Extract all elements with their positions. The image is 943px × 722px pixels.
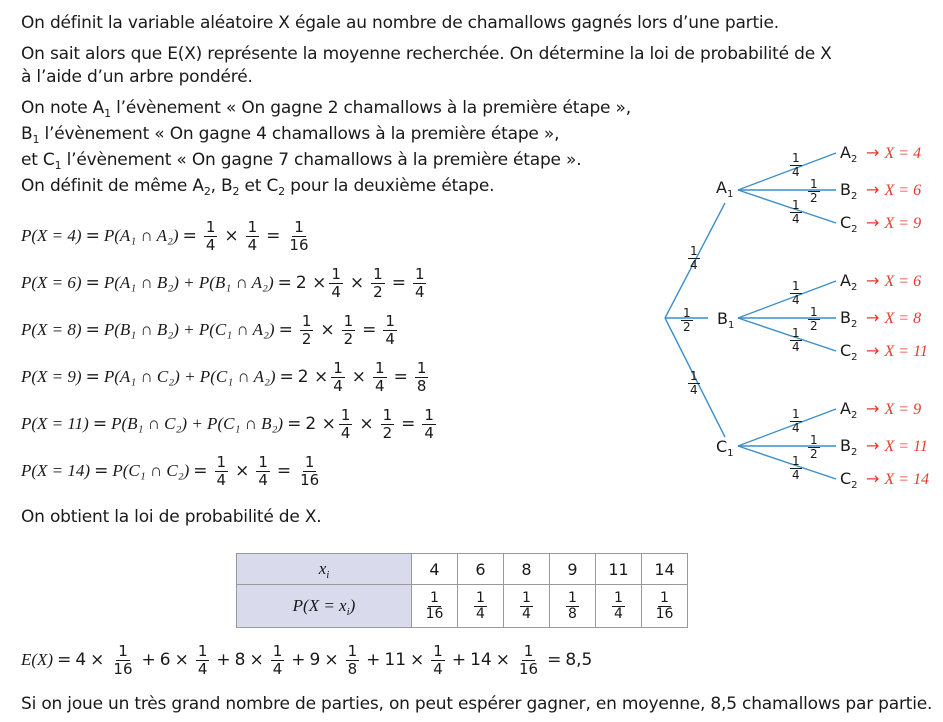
equals-sign: =	[266, 226, 281, 246]
denominator: 16	[300, 470, 320, 489]
tree-outcome	[866, 470, 929, 489]
times-sign: ×	[174, 650, 189, 670]
equals-sign: =	[278, 320, 293, 340]
denominator: 2	[683, 320, 691, 334]
denominator: 16	[655, 605, 674, 622]
tree-outcome	[866, 272, 921, 291]
outcome-value: X = 11	[884, 343, 928, 360]
arrow-icon: →	[866, 143, 885, 162]
numerator: 1	[792, 198, 800, 212]
tree-probability	[790, 327, 802, 354]
tree-node-second-letter: B	[840, 308, 851, 327]
equation-terms: P(A₁ ∩ B₂) + P(B₁ ∩ A₂)	[103, 273, 274, 292]
tree-probability	[688, 370, 700, 397]
numerator: 1	[430, 589, 439, 606]
equation-terms: P(B₁ ∩ B₂) + P(C₁ ∩ A₂)	[103, 320, 275, 339]
outcome-value: X = 6	[884, 182, 922, 199]
tree-node-second-sub: 2	[850, 282, 858, 293]
intro-line-1: On définit la variable aléatoire X égale au nombre de chamallows gagnés lors d’une partie.	[21, 13, 779, 33]
equals-sign: =	[277, 273, 292, 293]
tree-node-first-sub: 1	[726, 189, 734, 200]
equation-lhs: P(X = 11)	[21, 414, 89, 433]
numerator: 1	[382, 405, 393, 424]
denominator: 4	[272, 659, 283, 678]
denominator: 4	[331, 282, 341, 301]
numerator: 1	[331, 264, 341, 283]
expectation-result: 8,5	[565, 650, 593, 670]
coefficient: 2 ×	[295, 273, 327, 293]
tree-node-second-sub: 2	[850, 154, 858, 165]
tree-node-second-sub: 2	[850, 319, 858, 330]
tree-probability	[790, 455, 802, 482]
tree-node-second	[840, 436, 858, 458]
numerator: 1	[333, 358, 343, 377]
plus-sign: +	[291, 650, 306, 670]
times-sign: ×	[410, 650, 425, 670]
tree-node-second-letter: C	[840, 469, 852, 488]
tree-probability	[688, 245, 700, 272]
equation-lhs: P(X = 14)	[21, 461, 91, 480]
tree-node-first	[716, 178, 734, 200]
arrow-icon: →	[866, 399, 885, 418]
arrow-icon: →	[866, 308, 885, 327]
expectation-value: 11	[384, 650, 407, 670]
denominator: 4	[414, 282, 425, 301]
equals-sign: =	[85, 273, 100, 293]
tree-probability	[808, 178, 820, 205]
numerator: 1	[272, 641, 283, 660]
denominator: 4	[690, 258, 698, 272]
plus-sign: +	[366, 650, 381, 670]
denominator: 16	[425, 605, 444, 622]
tree-outcome	[866, 400, 921, 419]
table-header-xi: $x_i$	[237, 554, 412, 585]
tree-branch	[738, 446, 836, 479]
expectation-value: 14	[470, 650, 492, 670]
denominator: 4	[792, 340, 800, 354]
equals-sign: =	[547, 650, 562, 670]
coefficient: 2 ×	[305, 414, 336, 434]
numerator: 1	[614, 589, 623, 606]
denominator: 4	[690, 383, 698, 397]
denominator: 4	[375, 376, 385, 395]
numerator: 1	[343, 311, 354, 330]
outcome-value: X = 6	[884, 273, 922, 290]
denominator: 4	[792, 468, 800, 482]
tree-node-first	[716, 437, 734, 459]
table-value: 6	[458, 554, 504, 585]
tree-node-second-letter: C	[840, 213, 852, 232]
tree-node-second-letter: C	[840, 341, 852, 360]
tree-probability	[790, 280, 802, 307]
arrow-icon: →	[866, 271, 885, 290]
tree-node-second-sub: 2	[850, 191, 858, 202]
numerator: 1	[301, 311, 312, 330]
intro-line-3: à l’aide d’un arbre pondéré.	[21, 67, 253, 87]
denominator: 4	[247, 235, 258, 254]
tree-probability	[790, 408, 802, 435]
plus-sign: +	[451, 650, 467, 670]
numerator: 1	[810, 305, 818, 319]
tree-outcome	[866, 342, 928, 361]
intro-line-2: On sait alors que E(X) représente la moyenne recherchée. On détermine la loi de probabilité de X	[21, 44, 832, 64]
denominator: 2	[373, 282, 383, 301]
arrow-icon: →	[866, 180, 885, 199]
numerator: 1	[690, 369, 698, 383]
table-value: 4	[412, 554, 458, 585]
times-sign: ×	[90, 650, 105, 670]
equals-sign: =	[57, 650, 72, 670]
numerator: 1	[523, 641, 534, 660]
denominator: 4	[792, 212, 800, 226]
plus-sign: +	[216, 650, 231, 670]
equation-terms: P(C₁ ∩ C₂)	[112, 461, 190, 480]
tree-outcome	[866, 309, 921, 328]
denominator: 8	[568, 605, 577, 622]
equation-terms: P(A₁ ∩ C₂) + P(C₁ ∩ A₂)	[103, 367, 276, 386]
equals-sign: =	[287, 414, 302, 434]
times-sign: ×	[351, 367, 367, 387]
tree-branch	[738, 318, 836, 351]
numerator: 1	[347, 641, 358, 660]
denominator: 4	[792, 421, 800, 435]
numerator: 1	[216, 452, 227, 471]
table-value: 14	[642, 554, 688, 585]
equals-sign: =	[391, 273, 406, 293]
tree-outcome	[866, 214, 921, 233]
outcome-value: X = 14	[884, 471, 930, 488]
numerator: 1	[373, 264, 383, 283]
equals-sign: =	[362, 320, 377, 340]
numerator: 1	[476, 589, 485, 606]
tree-branch	[738, 190, 836, 223]
denominator: 16	[518, 659, 539, 678]
numerator: 1	[522, 589, 531, 606]
tree-node-second-letter: B	[840, 180, 851, 199]
numerator: 1	[683, 306, 691, 320]
tree-node-second	[840, 469, 858, 491]
outcome-value: X = 9	[884, 215, 922, 232]
tree-probability	[790, 152, 802, 179]
denominator: 8	[347, 659, 358, 678]
tree-node-second-sub: 2	[850, 410, 858, 421]
equals-sign: =	[182, 226, 197, 246]
denominator: 8	[416, 376, 427, 395]
expectation-value: 4	[75, 650, 87, 670]
notation-line-2: $B_1$ l’évènement « On gagne 4 chamallows à la première étape »,	[21, 124, 560, 146]
conclusion: Si on joue un très grand nombre de parties, on peut espérer gagner, en moyenne, 8,5 chamallows par partie.	[21, 694, 933, 714]
tree-outcome	[866, 181, 921, 200]
tree-node-first-sub: 1	[727, 448, 734, 459]
table-value: 8	[504, 554, 550, 585]
law-intro: On obtient la loi de probabilité de X.	[21, 507, 322, 527]
denominator: 2	[810, 191, 818, 205]
denominator: 4	[340, 423, 351, 442]
tree-node-first-letter: C	[716, 437, 728, 456]
outcome-value: X = 8	[884, 310, 922, 327]
tree-probability	[808, 434, 820, 461]
numerator: 1	[118, 641, 128, 660]
denominator: 4	[433, 659, 443, 678]
table-value: 11	[596, 554, 642, 585]
tree-node-second	[840, 213, 858, 235]
tree-node-first-letter: A	[716, 178, 727, 197]
table-value: 9	[550, 554, 596, 585]
arrow-icon: →	[866, 469, 885, 488]
equals-sign: =	[85, 367, 100, 387]
equals-sign: =	[85, 226, 100, 246]
denominator: 4	[216, 470, 227, 489]
numerator: 1	[247, 217, 258, 236]
numerator: 1	[205, 217, 216, 236]
denominator: 4	[476, 605, 485, 622]
times-sign: ×	[495, 650, 510, 670]
tree-node-second-letter: B	[840, 436, 851, 455]
notation-line-1: On note $A_1$ l’évènement « On gagne 2 chamallows à la première étape »,	[21, 98, 631, 120]
denominator: 2	[810, 319, 818, 333]
denominator: 4	[424, 423, 434, 442]
numerator: 1	[340, 405, 351, 424]
notation-line-3: et $C_1$ l’évènement « On gagne 7 chamallows à la première étape ».	[21, 150, 582, 172]
numerator: 1	[197, 641, 208, 660]
tree-node-second-letter: A	[840, 271, 851, 290]
times-sign: ×	[224, 226, 239, 246]
tree-branch	[738, 153, 836, 190]
outcome-value: X = 11	[884, 438, 928, 455]
tree-node-second-sub: 2	[851, 224, 858, 235]
denominator: 4	[792, 165, 800, 179]
denominator: 4	[385, 329, 395, 348]
equals-sign: =	[393, 367, 408, 387]
denominator: 4	[792, 293, 800, 307]
equation-lhs: P(X = 9)	[21, 367, 82, 386]
times-sign: ×	[249, 650, 264, 670]
arrow-icon: →	[866, 213, 885, 232]
denominator: 16	[113, 659, 133, 678]
outcome-value: X = 9	[884, 401, 922, 418]
expectation-lhs: E(X)	[21, 650, 54, 669]
tree-branch	[738, 281, 836, 318]
tree-outcome	[866, 144, 921, 163]
times-sign: ×	[324, 650, 339, 670]
numerator: 1	[414, 264, 425, 283]
tree-node-second	[840, 143, 858, 165]
expectation-value: 9	[309, 650, 321, 670]
denominator: 2	[343, 329, 354, 348]
times-sign: ×	[359, 414, 374, 434]
tree-probability	[790, 199, 802, 226]
numerator: 1	[690, 244, 698, 258]
numerator: 1	[258, 452, 268, 471]
tree-branch	[738, 409, 836, 446]
expectation-value: 8	[234, 650, 246, 670]
tree-node-second-sub: 2	[850, 447, 858, 458]
tree-outcome	[866, 437, 928, 456]
equation-lhs: P(X = 4)	[21, 226, 82, 245]
denominator: 2	[301, 329, 312, 348]
tree-node-second	[840, 399, 858, 421]
numerator: 1	[416, 358, 427, 377]
tree-node-second	[840, 180, 858, 202]
times-sign: ×	[349, 273, 365, 293]
denominator: 2	[382, 423, 393, 442]
equals-sign: =	[276, 461, 292, 481]
denominator: 4	[614, 605, 623, 622]
equals-sign: =	[94, 461, 109, 481]
numerator: 1	[294, 217, 304, 236]
numerator: 1	[792, 279, 800, 293]
tree-node-first	[717, 309, 735, 331]
denominator: 16	[289, 235, 309, 254]
tree-probability	[808, 306, 820, 333]
denominator: 2	[810, 447, 818, 461]
equals-sign: =	[92, 414, 108, 434]
tree-node-first-letter: B	[717, 309, 728, 328]
table-header-probability: $P(X = x_i)$	[237, 585, 412, 628]
equation-lhs: P(X = 6)	[21, 273, 82, 292]
numerator: 1	[792, 407, 800, 421]
equals-sign: =	[193, 461, 208, 481]
numerator: 1	[568, 589, 577, 606]
denominator: 4	[333, 376, 343, 395]
denominator: 4	[205, 235, 216, 254]
tree-node-second	[840, 341, 858, 363]
tree-node-first-sub: 1	[727, 320, 735, 331]
equals-sign: =	[279, 367, 294, 387]
coefficient: 2 ×	[297, 367, 329, 387]
tree-node-second-letter: A	[840, 143, 851, 162]
notation-line-4: On définit de même $A_2$, $B_2$ et $C_2$ pour la deuxième étape.	[21, 176, 495, 198]
expectation-value: 6	[159, 650, 171, 670]
outcome-value: X = 4	[884, 145, 922, 162]
equals-sign: =	[85, 320, 100, 340]
times-sign: ×	[320, 320, 335, 340]
numerator: 1	[792, 151, 800, 165]
equation-lhs: P(X = 8)	[21, 320, 82, 339]
numerator: 1	[304, 452, 315, 471]
numerator: 1	[792, 326, 800, 340]
tree-node-second-letter: A	[840, 399, 851, 418]
numerator: 1	[810, 177, 818, 191]
tree-node-second	[840, 308, 858, 330]
numerator: 1	[792, 454, 800, 468]
tree-node-second	[840, 271, 858, 293]
numerator: 1	[660, 589, 669, 606]
equation-terms: P(A₁ ∩ A₂)	[103, 226, 179, 245]
denominator: 4	[522, 605, 531, 622]
numerator: 1	[424, 405, 434, 424]
tree-node-second-sub: 2	[851, 480, 858, 491]
numerator: 1	[810, 433, 818, 447]
arrow-icon: →	[866, 436, 885, 455]
numerator: 1	[433, 641, 443, 660]
tree-node-second-sub: 2	[851, 352, 858, 363]
arrow-icon: →	[866, 341, 885, 360]
equation-terms: P(B₁ ∩ C₂) + P(C₁ ∩ B₂)	[111, 414, 284, 433]
plus-sign: +	[141, 650, 156, 670]
equals-sign: =	[401, 414, 416, 434]
denominator: 4	[258, 470, 268, 489]
times-sign: ×	[235, 461, 250, 481]
tree-probability	[681, 307, 693, 334]
numerator: 1	[385, 311, 395, 330]
denominator: 4	[197, 659, 208, 678]
numerator: 1	[375, 358, 385, 377]
